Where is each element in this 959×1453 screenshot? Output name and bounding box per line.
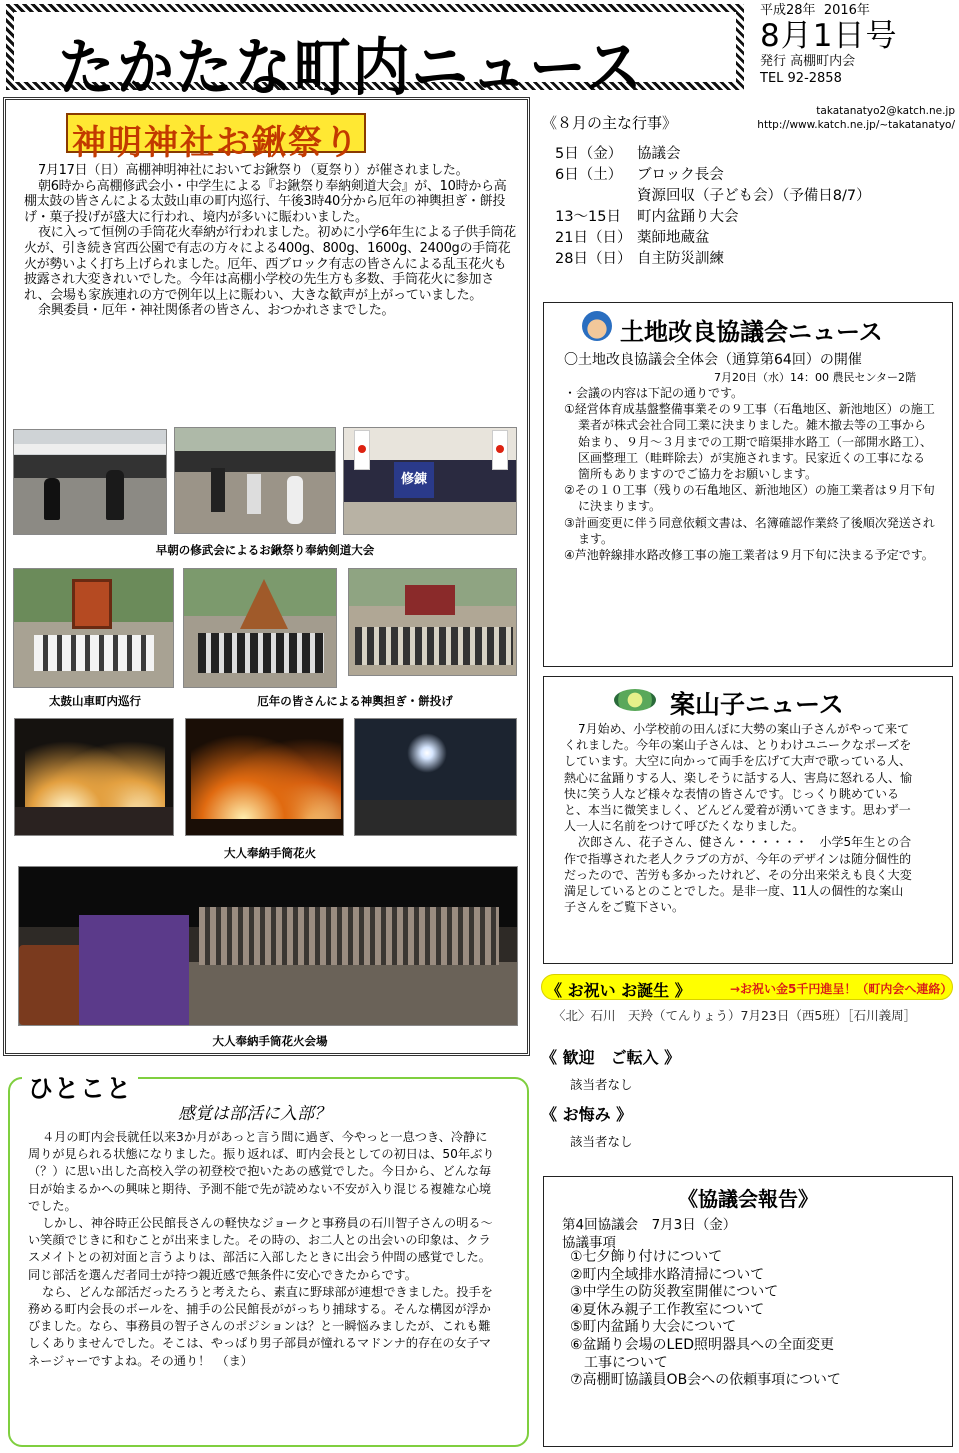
issue-info: [760, 2, 956, 87]
scarecrow-body: 7月始め、小学校前の田んぼに大勢の案山子さんがやって来てくれました。今年の案山子さんは、とりわけユニークなポーズをしています。大空に向かって両手を広げて大声で歌っている人、熱心に盆踊りする人、楽しそうに話する人、害鳥に怒れる人、愉快に笑う人など様々な表情の皆さんです。じっくり眺めていると、本当に微笑ましく、どんどん愛着が湧いてきます。思わず一人一人に名前をつけて呼びたくなりました。 次郎さん、花子さん、健さん・・・・・・ 小学5年生との合作で指導された老人クラブの方が、今年のデザインは随分個性的だったので、苦労も多かったけれど、その分出来栄えも良く大変満足しているとのことでした。是非一度、11人の個性的な案山子さんをご覧下さい。: [564, 722, 913, 915]
council-item: ②町内全域排水路清掃について: [570, 1266, 765, 1283]
kendo-photo-1: [13, 429, 167, 535]
council-item: ③中学生の防災教室開催について: [570, 1284, 779, 1301]
caption-dashi: 太鼓山車町内巡行: [49, 694, 141, 708]
hitokoto-body: ４月の町内会長就任以来3か月があっと言う間に過ぎ、今やっと一息つき、冷静に周りが見られる状態になりました。振り返れば、町内会長としての初日は、50年ぶり（？）に思い出した高校入学の初登校で抱いたあの感覚でした。今日から、どんな毎日が始まるかへの興味と期待、予測不能で先が読めない不安が入り混じる複雑な心境でした。 しかし、神谷時正公民館長さんの軽快なジョークと事務員の石川智子さんの明る～い笑顔でじきに和むことが出来ました。その時の、お二人との出会いの印象は、クラスメイトとの初対面と言うよりは、部活に入部したときに出会う仲間の感覚でした。同じ部活を選んだ者同士が持つ親近感で無条件に安心できたからです。 なら、どんな部活だったろうと考えたら、素直に野球部が連想できました。投手を務める町内会長のボールを、捕手の公民館長ががっちり捕球する。そんな構図が浮かびました。なら、事務員の智子さんのポジションは？と一瞬悩みましたが、これも難しくありませんでした。そこは、やっぱり男子部員が憧れるマドンナ的存在の女子マネージャーですよね。その通り！ （ま）: [28, 1130, 495, 1368]
farmer-icon: [582, 311, 612, 341]
event-row: 21日（日） 薬師地蔵盆: [555, 230, 710, 246]
council-item: ④夏休み親子工作教室について: [570, 1301, 765, 1318]
condolence-heading: 《 お悔み 》: [541, 1105, 633, 1124]
council-item: ⑤町内盆踊り大会について: [570, 1319, 737, 1336]
newsletter-title: たかたな町内ニュース: [58, 31, 644, 104]
council-item: ①七夕飾り付けについて: [570, 1249, 723, 1265]
welcome-text: 該当者なし: [570, 1077, 633, 1092]
mikoshi-photo-2: [348, 568, 517, 676]
event-row: 資源回収（子ども会）（予備日8/7）: [637, 188, 871, 204]
contact-email[interactable]: takatanatyo2@katch.ne.jp: [816, 105, 955, 117]
dashi-photo: [13, 568, 174, 688]
festival-article: [24, 163, 517, 319]
council-title: 《協議会報告》: [678, 1187, 818, 1211]
hanabi-photo-3: [354, 718, 517, 836]
council-item: ⑦高棚町協議員OB会への依頼事項について: [570, 1372, 841, 1389]
contact-url[interactable]: http://www.katch.ne.jp/~takatanatyo/: [757, 119, 955, 131]
festival-paragraph: 7月17日（日）高棚神明神社においてお鍬祭り（夏祭り）が催されました。: [38, 163, 469, 178]
land-datetime: 7月20日（水）14：00 農民センター2階: [714, 371, 917, 384]
land-headline: 〇土地改良協議会全体会（通算第64回）の開催: [564, 352, 862, 368]
council-panel: [543, 1176, 953, 1447]
mikoshi-photo-1: [183, 568, 337, 688]
council-item: 工事について: [570, 1354, 668, 1371]
festival-paragraph: 夜に入って恒例の手筒花火奉納が行われました。初めに小学6年生による子供手筒花火が、引き続き宮西公園で有志の方々による400g、800g、1600g、2400gの手筒花火が勢いよく打ち上げられました。厄年、西ブロック有志の皆さんによる乱玉花火も披露され大変きれいでした。今年は高棚小学校の先生方も多数、手筒花火に参加され、会場も家族連れの方で例年以上に賑わい、大きな歓声が上がっていました。: [24, 225, 516, 303]
scarecrow-title: 案山子ニュース: [670, 690, 844, 719]
kendo-banner: 修錬: [394, 462, 434, 498]
birth-heading: 《 お祝い お誕生 》: [546, 981, 691, 1000]
caption-hanabi: 大人奉納手筒花火: [224, 846, 316, 860]
kendo-photo-2: [174, 427, 336, 534]
council-item: ⑥盆踊り会場のLED照明器具への全面変更: [570, 1336, 834, 1353]
hitokoto-title: 感覚は部活に入部？: [178, 1104, 331, 1124]
venue-photo: [18, 866, 518, 1026]
birth-entry: 〈北〉石川 天羚（てんりょう）7月23日（西5班）［石川義周］: [553, 1008, 917, 1023]
birth-banner: [541, 974, 953, 1000]
council-sub: 協議事項: [562, 1235, 616, 1251]
issue-era: 平成28年: [760, 3, 816, 18]
event-row: 6日（土） ブロック長会: [555, 167, 724, 183]
issue-publisher: 発行 高棚町内会: [760, 54, 856, 69]
event-row: 5日（金） 協議会: [555, 146, 681, 162]
contact-info: [745, 104, 955, 132]
welcome-heading: 《 歓迎 ご転入 》: [541, 1048, 681, 1067]
festival-title: 神明神社お鍬祭り: [66, 113, 366, 153]
scarecrow-icon: [614, 689, 656, 711]
events-list: [555, 144, 871, 270]
masthead: [6, 4, 744, 104]
council-items: [570, 1249, 841, 1390]
festival-paragraph: 朝6時から高棚修武会小・中学生による『お鍬祭り奉納剣道大会』が、10時から高棚太鼓の皆さんによる太鼓山車の町内巡行、午後3時40分から厄年の神輿担ぎ・餅投げ・菓子投げが盛大に行われ、境内が多いに賑わいました。: [24, 178, 507, 225]
kendo-photo-3: [343, 427, 517, 535]
hitokoto-label: ひとこと: [22, 1069, 138, 1105]
hitokoto-panel: [8, 1074, 529, 1447]
caption-venue: 大人奉納手筒花火会場: [212, 1034, 328, 1048]
event-row: 28日（日） 自主防災訓練: [555, 251, 724, 267]
caption-mikoshi: 厄年の皆さんによる神輿担ぎ・餅投げ: [257, 694, 453, 708]
issue-tel: TEL 92-2858: [760, 71, 842, 86]
scarecrow-panel: [543, 676, 953, 964]
hanabi-photo-1: [14, 718, 174, 836]
hanabi-photo-2: [185, 718, 344, 836]
issue-year: 2016年: [823, 3, 870, 18]
festival-paragraph: 余興委員・厄年・神社関係者の皆さん、おつかれさまでした。: [38, 303, 395, 319]
events-heading: 《８月の主な行事》: [542, 114, 678, 132]
land-panel: [543, 302, 953, 667]
issue-number: 8月1日号: [760, 18, 898, 54]
condolence-text: 該当者なし: [570, 1134, 633, 1149]
birth-note: →お祝い金5千円進呈！（町内会へ連絡）: [730, 982, 953, 996]
council-meeting: 第4回協議会 7月3日（金）: [562, 1217, 737, 1233]
event-row: 13～15日 町内盆踊り大会: [555, 209, 739, 225]
land-body: ・会議の内容は下記の通りです。 ①経営体育成基盤整備事業その９工事（石亀地区、新池地区）の施工業者が株式会社合同工業に決まりました。雑木撤去等の工事から始まり、９月～３月までの工期で暗渠排水路工（一部開水路工）、区画整理工（畦畔除去）が実施されます。民家近くの工事になる箇所もありますのでご協力をお願いします。 ②その１０工事（残りの石亀地区、新池地区）の施工業者は９月下旬に決まります。 ③計画変更に伴う同意依頼文書は、名簿確認作業終了後順次発送されます。 ④芦池幹線排水路改修工事の施工業者は９月下旬に決まる予定です。: [564, 386, 935, 563]
caption-kendo: 早朝の修武会によるお鍬祭り奉納剣道大会: [155, 543, 375, 557]
land-title: 土地改良協議会ニュース: [620, 318, 883, 346]
